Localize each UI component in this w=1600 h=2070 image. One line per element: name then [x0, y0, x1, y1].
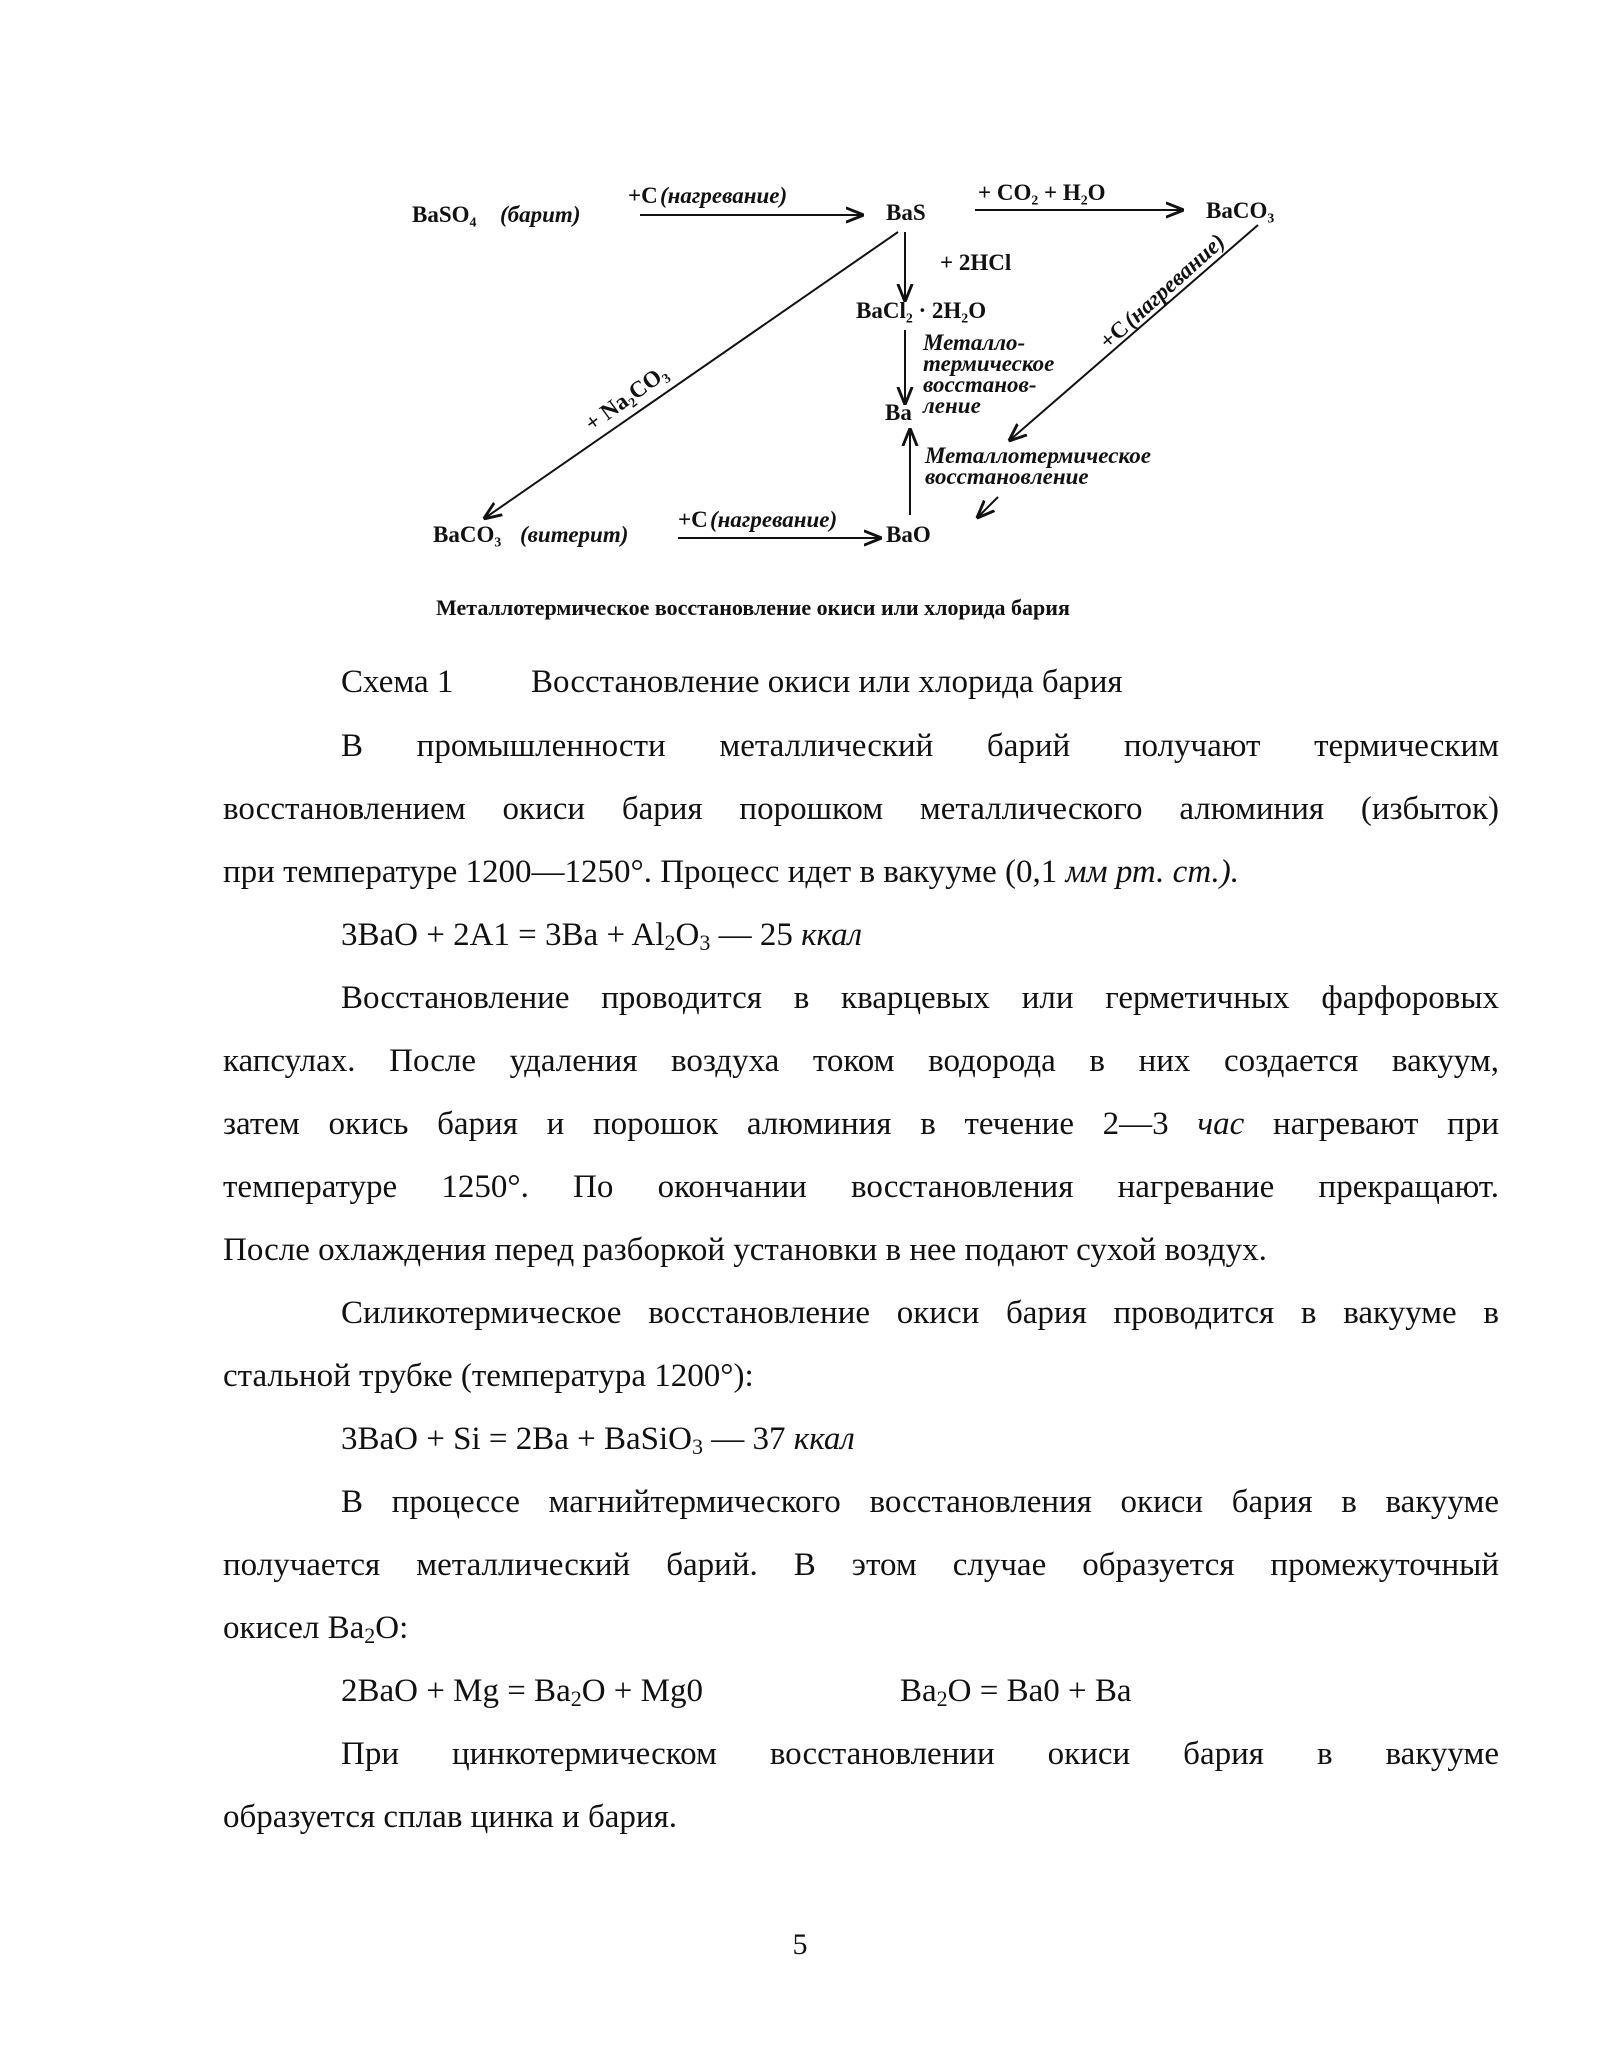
- equation3-right: [900, 1671, 1132, 1711]
- paragraph1-line3-unit: мм рт. ст.).: [1065, 854, 1240, 890]
- equation1: [223, 915, 1499, 955]
- eq3-right-b: O = Ba0 + Ba: [947, 1673, 1132, 1709]
- label-co2-h2o: + CO₂ + H₂O: [978, 180, 1106, 205]
- label-mt-vertical-4: ление: [923, 393, 981, 418]
- label-mt-horizontal-1: Металлотермическое: [925, 443, 1151, 468]
- eq2-c: — 37: [703, 1421, 794, 1457]
- label-mt-vertical-3: восстанов-: [923, 372, 1037, 397]
- paragraph1-line2: восстановлением окиси бария порошком металлического алюминия (избыток): [223, 791, 1499, 827]
- eq3-right-sub: 2: [936, 1686, 948, 1711]
- equation3: [223, 1671, 1499, 1711]
- equation2: [223, 1419, 1499, 1459]
- caption-text: Восстановление окиси или хлорида бария: [531, 664, 1123, 700]
- eq2-sub1: 3: [692, 1434, 704, 1459]
- node-bao: BaO: [886, 522, 931, 547]
- paragraph4-line2: получается металлический барий. В этом случае образуется промежуточный: [223, 1547, 1499, 1583]
- label-c-bottom-cond: (нагревание): [710, 507, 838, 532]
- paragraph1-line3-text: при температуре 1200—1250°. Процесс идет в вакууме (0,1: [223, 854, 1066, 890]
- paragraph5-line2: образуется сплав цинка и бария.: [223, 1799, 677, 1835]
- scheme-title: Металлотермическое восстановление окиси или хлорида бария: [436, 595, 1070, 620]
- arrow-metallothermic-to-bao: [978, 497, 998, 517]
- paragraph5-line1: При цинкотермическом восстановлении окиси бария в вакууме: [341, 1736, 1499, 1772]
- paragraph4-line3-sub: 2: [364, 1623, 376, 1648]
- node-baso4-formula: BaSO₄: [412, 202, 477, 227]
- eq1-b: O: [675, 917, 700, 953]
- eq3-left-sub: 2: [570, 1686, 582, 1711]
- eq1-unit: ккал: [801, 917, 863, 953]
- eq3-left-a: 2BaO + Mg = Ba: [341, 1673, 571, 1709]
- node-bas: BaS: [886, 200, 926, 225]
- eq1-c: — 25: [710, 917, 802, 953]
- page-number: 5: [792, 1928, 808, 1961]
- paragraph1-line3: [223, 852, 1499, 892]
- label-c-diag-cond: (нагревание): [1118, 228, 1230, 333]
- eq3-left-b: O + Mg0: [581, 1673, 704, 1709]
- caption-label: Схема 1: [341, 664, 454, 700]
- eq1-sub1: 2: [664, 930, 676, 955]
- label-c-top-cond: (нагревание): [660, 183, 788, 208]
- paragraph1-line1: В промышленности металлический барий получают термическим: [341, 728, 1499, 764]
- node-baso4-name: (барит): [500, 202, 581, 227]
- reaction-scheme-diagram: [0, 0, 1600, 640]
- paragraph2-line5: После охлаждения перед разборкой установки в нее подают сухой воздух.: [223, 1232, 1267, 1268]
- paragraph2-line1: Восстановление проводится в кварцевых или герметичных фарфоровых: [341, 980, 1499, 1016]
- paragraph2-line3-unit: час: [1197, 1106, 1245, 1142]
- label-mt-vertical-2: термическое: [923, 351, 1055, 376]
- node-baco3-top: BaCO₃: [1206, 198, 1275, 223]
- equation3-left: [341, 1673, 703, 1709]
- arrow-bas-to-baco3-vitherite: [485, 232, 898, 518]
- paragraph3-line1: Силикотермическое восстановление окиси бария проводится в вакууме в: [341, 1295, 1499, 1331]
- paragraph2-line3: [223, 1104, 1499, 1144]
- paragraph2-line4: температуре 1250°. По окончании восстановления нагревание прекращают.: [223, 1169, 1499, 1205]
- node-baco3-formula: BaCO₃: [433, 522, 502, 547]
- label-c-diag-plus: +C: [1094, 315, 1134, 354]
- paragraph4-line3-a: окисел Ba: [223, 1610, 365, 1646]
- node-baco3-name: (витерит): [520, 522, 629, 547]
- label-c-bottom-plus: +C: [678, 507, 708, 532]
- eq1-sub2: 3: [699, 930, 711, 955]
- node-bacl2: BaCl₂ · 2H₂O: [856, 298, 987, 323]
- paragraph4-line3: [223, 1608, 1499, 1648]
- eq2-unit: ккал: [793, 1421, 855, 1457]
- label-hcl: + 2HCl: [940, 250, 1012, 275]
- eq3-right-a: Ba: [900, 1673, 937, 1709]
- label-c-top-plus: +C: [628, 183, 658, 208]
- label-mt-horizontal-2: восстановление: [925, 464, 1089, 489]
- paragraph2-line3-b: нагревают при: [1244, 1106, 1499, 1142]
- paragraph3-line2: стальной трубке (температура 1200°):: [223, 1358, 754, 1394]
- caption: [223, 662, 1499, 702]
- eq1-a: 3BaO + 2A1 = 3Ba + Al: [341, 917, 665, 953]
- paragraph2-line3-a: затем окись бария и порошок алюминия в течение 2—3: [223, 1106, 1198, 1142]
- paragraph4-line1: В процессе магнийтермического восстановления окиси бария в вакууме: [341, 1484, 1499, 1520]
- label-mt-vertical-1: Металло-: [923, 330, 1026, 355]
- eq2-a: 3BaO + Si = 2Ba + BaSiO: [341, 1421, 693, 1457]
- paragraph4-line3-b: O:: [375, 1610, 409, 1646]
- label-na2co3: + Na₂CO₃: [580, 359, 673, 437]
- paragraph2-line2: капсулах. После удаления воздуха током водорода в них создается вакуум,: [223, 1043, 1499, 1079]
- node-ba: Ba: [885, 400, 912, 425]
